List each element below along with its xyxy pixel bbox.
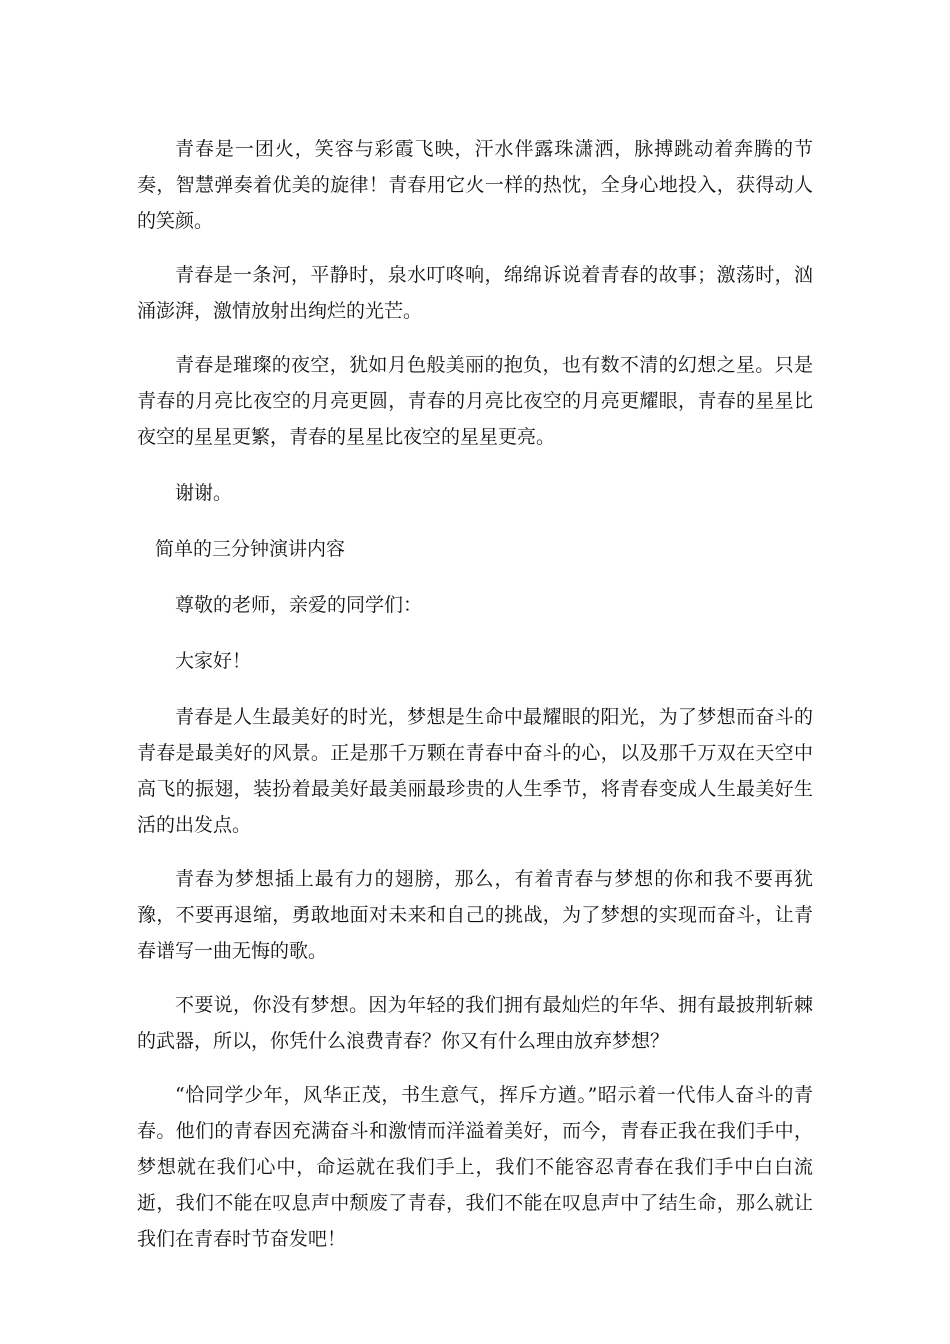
speech-paragraph-dream: 青春是人生最美好的时光，梦想是生命中最耀眼的阳光，为了梦想而奋斗的青春是最美好的风景。正是那千万颗在青春中奋斗的心，以及那千万双在天空中高飞的振翅，装扮着最美好最美丽最珍贵的人生季节，将青春变成人生最美好生活的出发点。 xyxy=(137,706,813,836)
paragraph-youth-river: 青春是一条河，平静时，泉水叮咚响，绵绵诉说着青春的故事；激荡时，汹涌澎湃，激情放射出绚烂的光芒。 xyxy=(137,264,813,322)
speech-paragraph-no-dream: 不要说，你没有梦想。因为年轻的我们拥有最灿烂的年华、拥有最披荆斩棘的武器，所以，你凭什么浪费青春？你又有什么理由放弃梦想？ xyxy=(137,994,813,1052)
speech-salutation: 尊敬的老师，亲爱的同学们： xyxy=(175,594,423,616)
speech-greeting: 大家好！ xyxy=(175,650,252,672)
speech-paragraph-wings: 青春为梦想插上最有力的翅膀，那么，有着青春与梦想的你和我不要再犹豫，不要再退缩，勇敢地面对未来和自己的挑战，为了梦想的实现而奋斗，让青春谱写一曲无悔的歌。 xyxy=(137,868,813,962)
paragraph-thanks: 谢谢。 xyxy=(175,482,233,504)
speech-paragraph-quote: “恰同学少年，风华正茂，书生意气，挥斥方遒。”昭示着一代伟人奋斗的青春。他们的青春因充满奋斗和激情而洋溢着美好，而今，青春正我在我们手中，梦想就在我们心中，命运就在我们手上，我们不能容忍青春在我们手中白白流逝，我们不能在叹息声中颓废了青春，我们不能在叹息声中了结生命，那么就让我们在青春时节奋发吧！ xyxy=(137,1084,813,1250)
paragraph-youth-fire: 青春是一团火，笑容与彩霞飞映，汗水伴露珠潇洒，脉搏跳动着奔腾的节奏，智慧弹奏着优美的旋律！青春用它火一样的热忱，全身心地投入，获得动人的笑颜。 xyxy=(137,138,813,232)
paragraph-youth-night-sky: 青春是璀璨的夜空，犹如月色般美丽的抱负，也有数不清的幻想之星。只是青春的月亮比夜空的月亮更圆，青春的月亮比夜空的月亮更耀眼，青春的星星比夜空的星星更繁，青春的星星比夜空的星星更亮。 xyxy=(137,354,813,448)
section-heading: 简单的三分钟演讲内容 xyxy=(155,538,346,560)
document-body xyxy=(137,131,813,1257)
